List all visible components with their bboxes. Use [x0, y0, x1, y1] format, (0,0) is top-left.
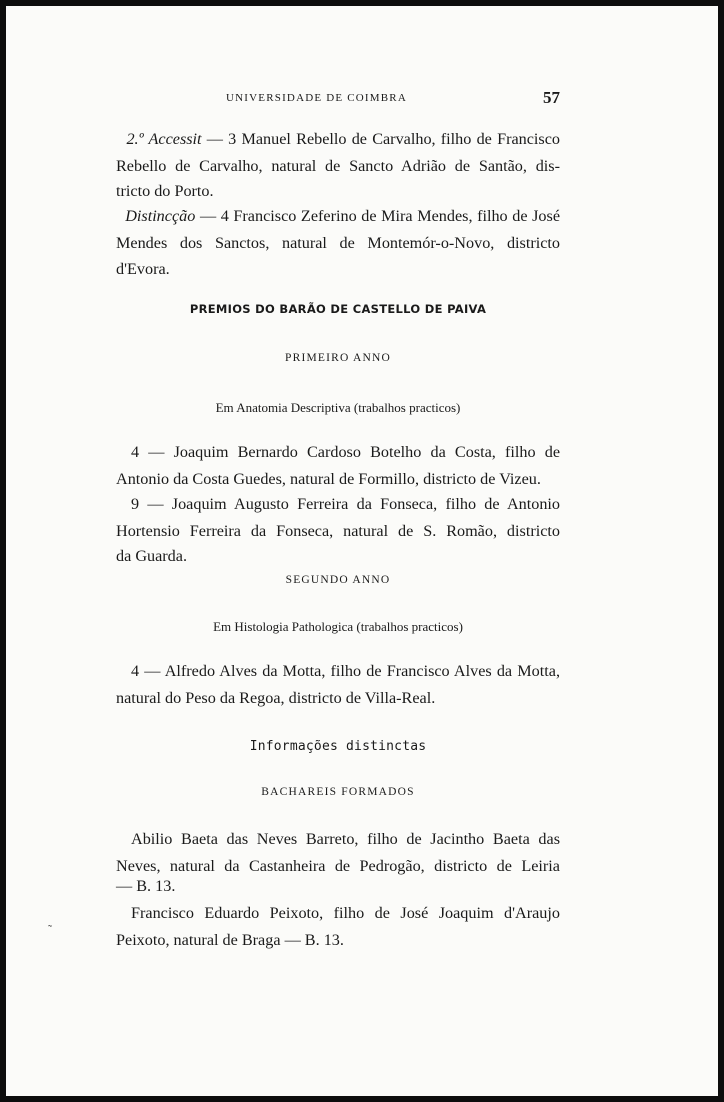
- informacoes-heading: [116, 735, 560, 757]
- accessit-text: — 3 Manuel Rebello de Carvalho, filho de Francisco Rebello de Carvalho, natural de Sancto Adrião de Santão, dis-: [116, 130, 561, 176]
- bachareis-entry-2-tail: Peixoto, natural de Braga — B. 13.: [116, 931, 344, 949]
- primeiro-subject: Em Anatomia Descriptiva (trabalhos practicos): [215, 400, 461, 415]
- distinccao-text: — 4 Francisco Zeferino de Mira Mendes, filho de José Mendes dos Sanctos, natural de Montemór-o-Novo, districto: [116, 207, 561, 253]
- segundo-entry-1: 4 — Alfredo Alves da Motta, filho de Francisco Alves da Motta,: [131, 662, 560, 680]
- segundo-subject: Em Histologia Pathologica (trabalhos practicos): [213, 619, 463, 634]
- premios-title: [116, 298, 560, 319]
- running-header: [116, 88, 560, 112]
- bachareis-entry-2: Francisco Eduardo Peixoto, filho de José Joaquim d'Araujo: [131, 904, 560, 922]
- primeiro-anno-heading: PRIMEIRO ANNO: [284, 352, 391, 364]
- primeiro-entry-2-tail: da Guarda.: [116, 547, 188, 565]
- accessit-label: 2.º Accessit: [126, 130, 202, 148]
- bachareis-entry-1-tail: — B. 13.: [116, 877, 176, 895]
- informacoes-text: Informações distinctas: [249, 739, 427, 754]
- running-title: UNIVERSIDADE DE COIMBRA: [226, 92, 407, 104]
- bachareis-entry-1: Abilio Baeta das Neves Barreto, filho de Jacintho Baeta das Neves, natural da Castanheira de Pedrogão, districto de Leiria: [116, 830, 560, 876]
- segundo-anno-heading: SEGUNDO ANNO: [285, 574, 391, 586]
- entry-accessit: [116, 126, 560, 181]
- entry-distinccao-tail: d'Evora.: [116, 260, 170, 278]
- distinccao-label: Distincção: [125, 207, 196, 225]
- entry-distinccao: [116, 203, 560, 258]
- primeiro-entry-2: 9 — Joaquim Augusto Ferreira da Fonseca, filho de Antonio Hortensio Ferreira da Fonseca, natural de S. Romão, districto: [116, 495, 560, 541]
- margin-mark: ˜: [48, 922, 52, 936]
- segundo-entry-1-tail: natural do Peso da Regoa, districto de Villa-Real.: [116, 689, 436, 707]
- entry-accessit-tail: tricto do Porto.: [116, 182, 214, 200]
- primeiro-entry-1: 4 — Joaquim Bernardo Cardoso Botelho da Costa, filho de Antonio da Costa Guedes, natural de Formillo, districto de Vizeu.: [116, 443, 560, 489]
- page-number: 57: [543, 88, 560, 107]
- bachareis-heading: BACHAREIS FORMADOS: [261, 786, 415, 798]
- premios-title-text: PREMIOS DO BARÃO DE CASTELLO DE PAIVA: [189, 302, 487, 316]
